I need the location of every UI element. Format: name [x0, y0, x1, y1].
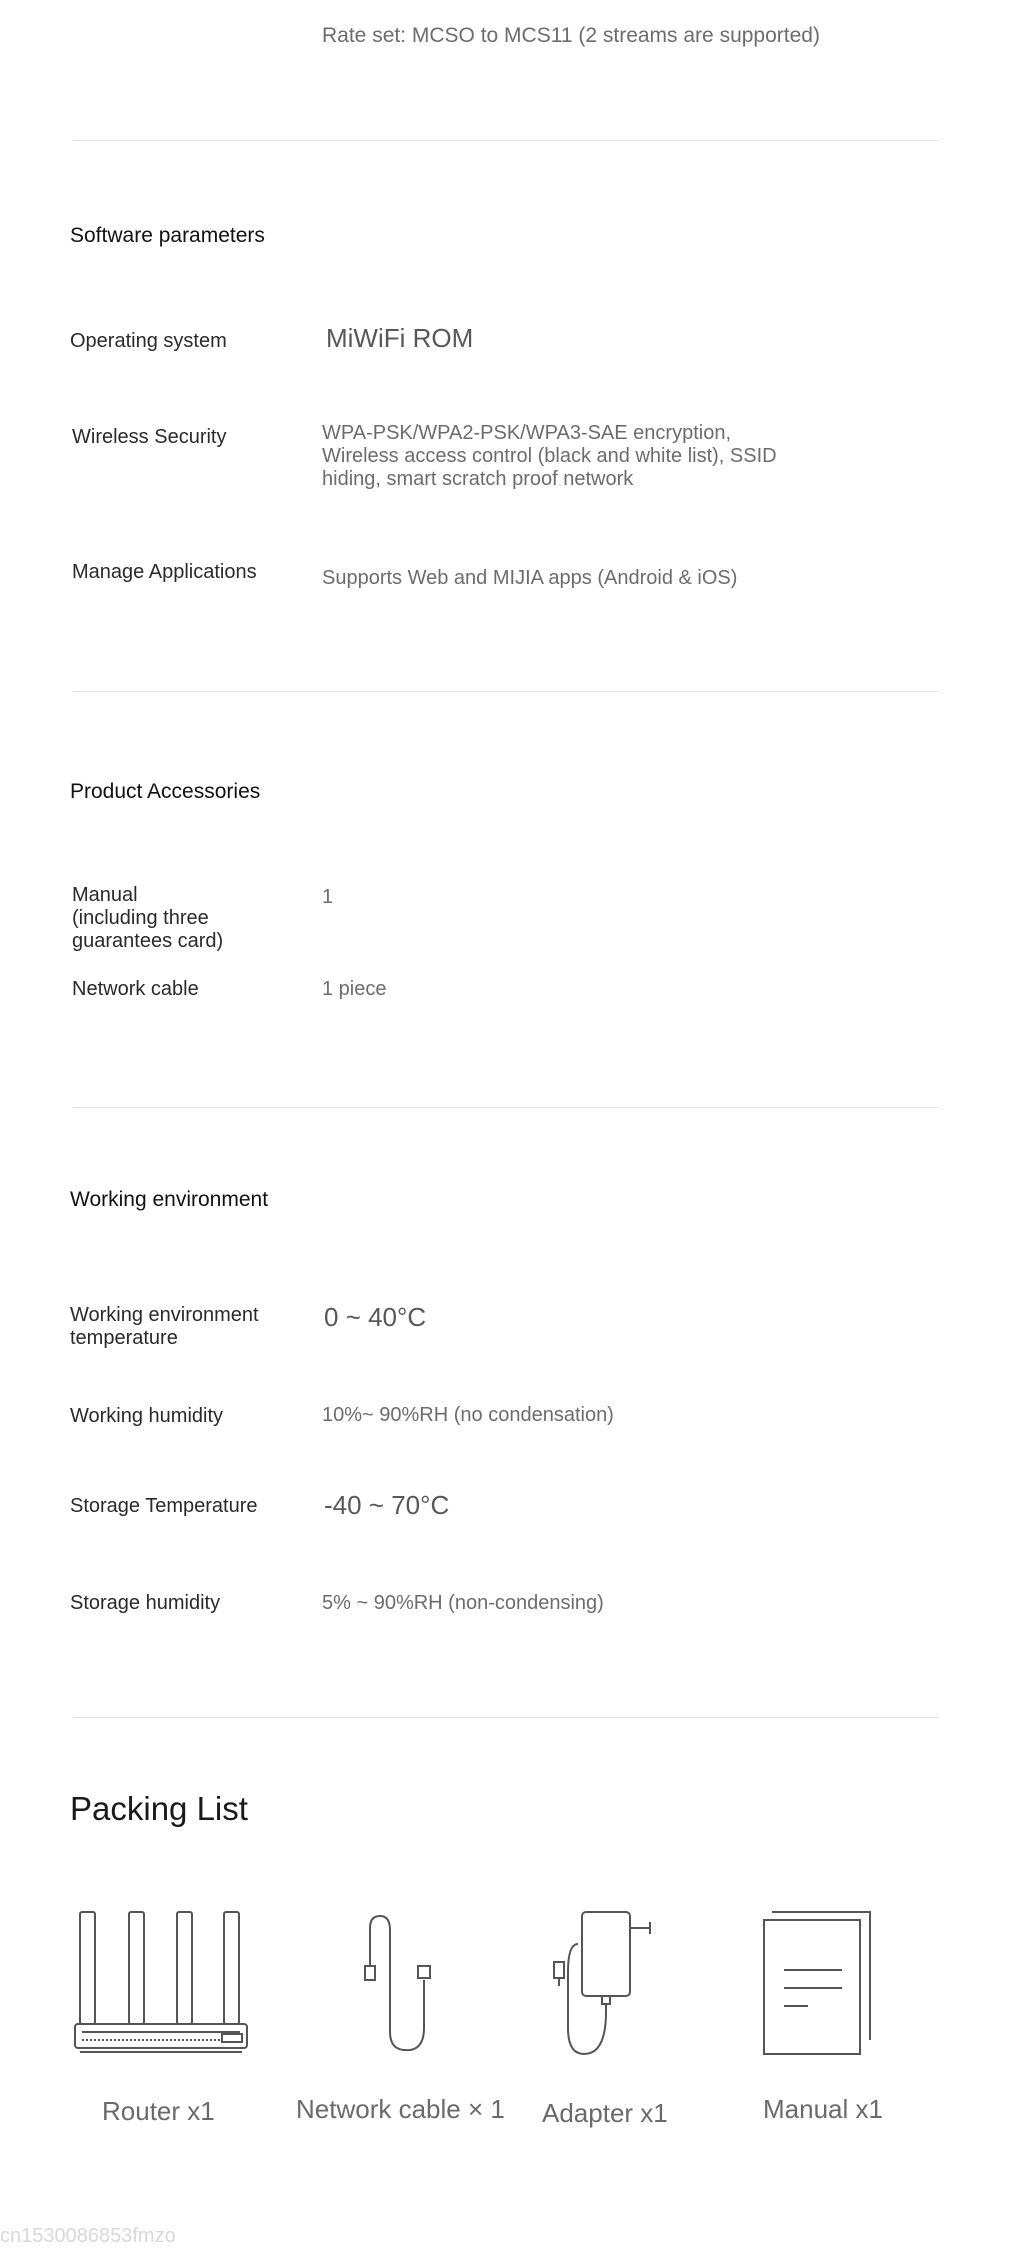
- divider: [73, 1107, 939, 1108]
- value-working-humidity: 10%~ 90%RH (no condensation): [322, 1404, 614, 1426]
- value-network-cable: 1 piece: [322, 978, 387, 1000]
- packing-label-manual: Manual x1: [763, 2094, 883, 2124]
- section-title-environment: Working environment: [70, 1188, 269, 1211]
- value-manual: 1: [322, 886, 334, 908]
- value-working-temperature: 0 ~ 40°C: [324, 1302, 427, 1332]
- packing-label-router: Router x1: [102, 2096, 215, 2126]
- section-title-software: Software parameters: [70, 224, 265, 247]
- label-manage-applications: Manage Applications: [72, 561, 257, 583]
- label-line: Manual: [72, 884, 138, 906]
- manual-icon: [760, 1908, 880, 2058]
- watermark: cn1530086853fmzo: [0, 2225, 176, 2247]
- section-title-accessories: Product Accessories: [70, 780, 261, 803]
- value-storage-humidity: 5% ~ 90%RH (non-condensing): [322, 1592, 604, 1614]
- router-icon: [72, 1906, 252, 2058]
- divider: [73, 1717, 939, 1718]
- label-operating-system: Operating system: [70, 330, 227, 352]
- label-working-temperature: [70, 1304, 259, 1350]
- label-line: temperature: [70, 1327, 178, 1349]
- divider: [73, 140, 939, 141]
- network-cable-icon: [360, 1912, 440, 2056]
- value-storage-temperature: -40 ~ 70°C: [324, 1490, 450, 1520]
- value-line: hiding, smart scratch proof network: [322, 468, 634, 490]
- label-wireless-security: Wireless Security: [72, 426, 227, 448]
- label-network-cable: Network cable: [72, 978, 199, 1000]
- label-working-humidity: Working humidity: [70, 1405, 224, 1427]
- label-line: guarantees card): [72, 930, 224, 952]
- value-wireless-security: [322, 422, 777, 491]
- adapter-icon: [548, 1908, 658, 2058]
- value-line: Wireless access control (black and white list), SSID: [322, 445, 777, 467]
- packing-label-adapter: Adapter x1: [542, 2098, 668, 2128]
- packing-label-network-cable: Network cable × 1: [296, 2094, 505, 2124]
- label-manual: [72, 884, 223, 953]
- label-storage-temperature: Storage Temperature: [70, 1495, 258, 1517]
- value-operating-system: MiWiFi ROM: [326, 323, 474, 353]
- rate-set-text: Rate set: MCSO to MCS11 (2 streams are supported): [322, 24, 820, 47]
- label-storage-humidity: Storage humidity: [70, 1592, 221, 1614]
- value-line: WPA-PSK/WPA2-PSK/WPA3-SAE encryption,: [322, 422, 732, 444]
- value-manage-applications: Supports Web and MIJIA apps (Android & iOS): [322, 567, 738, 589]
- label-line: (including three: [72, 907, 209, 929]
- packing-list-title: Packing List: [70, 1790, 248, 1827]
- label-line: Working environment: [70, 1304, 259, 1326]
- divider: [73, 691, 939, 692]
